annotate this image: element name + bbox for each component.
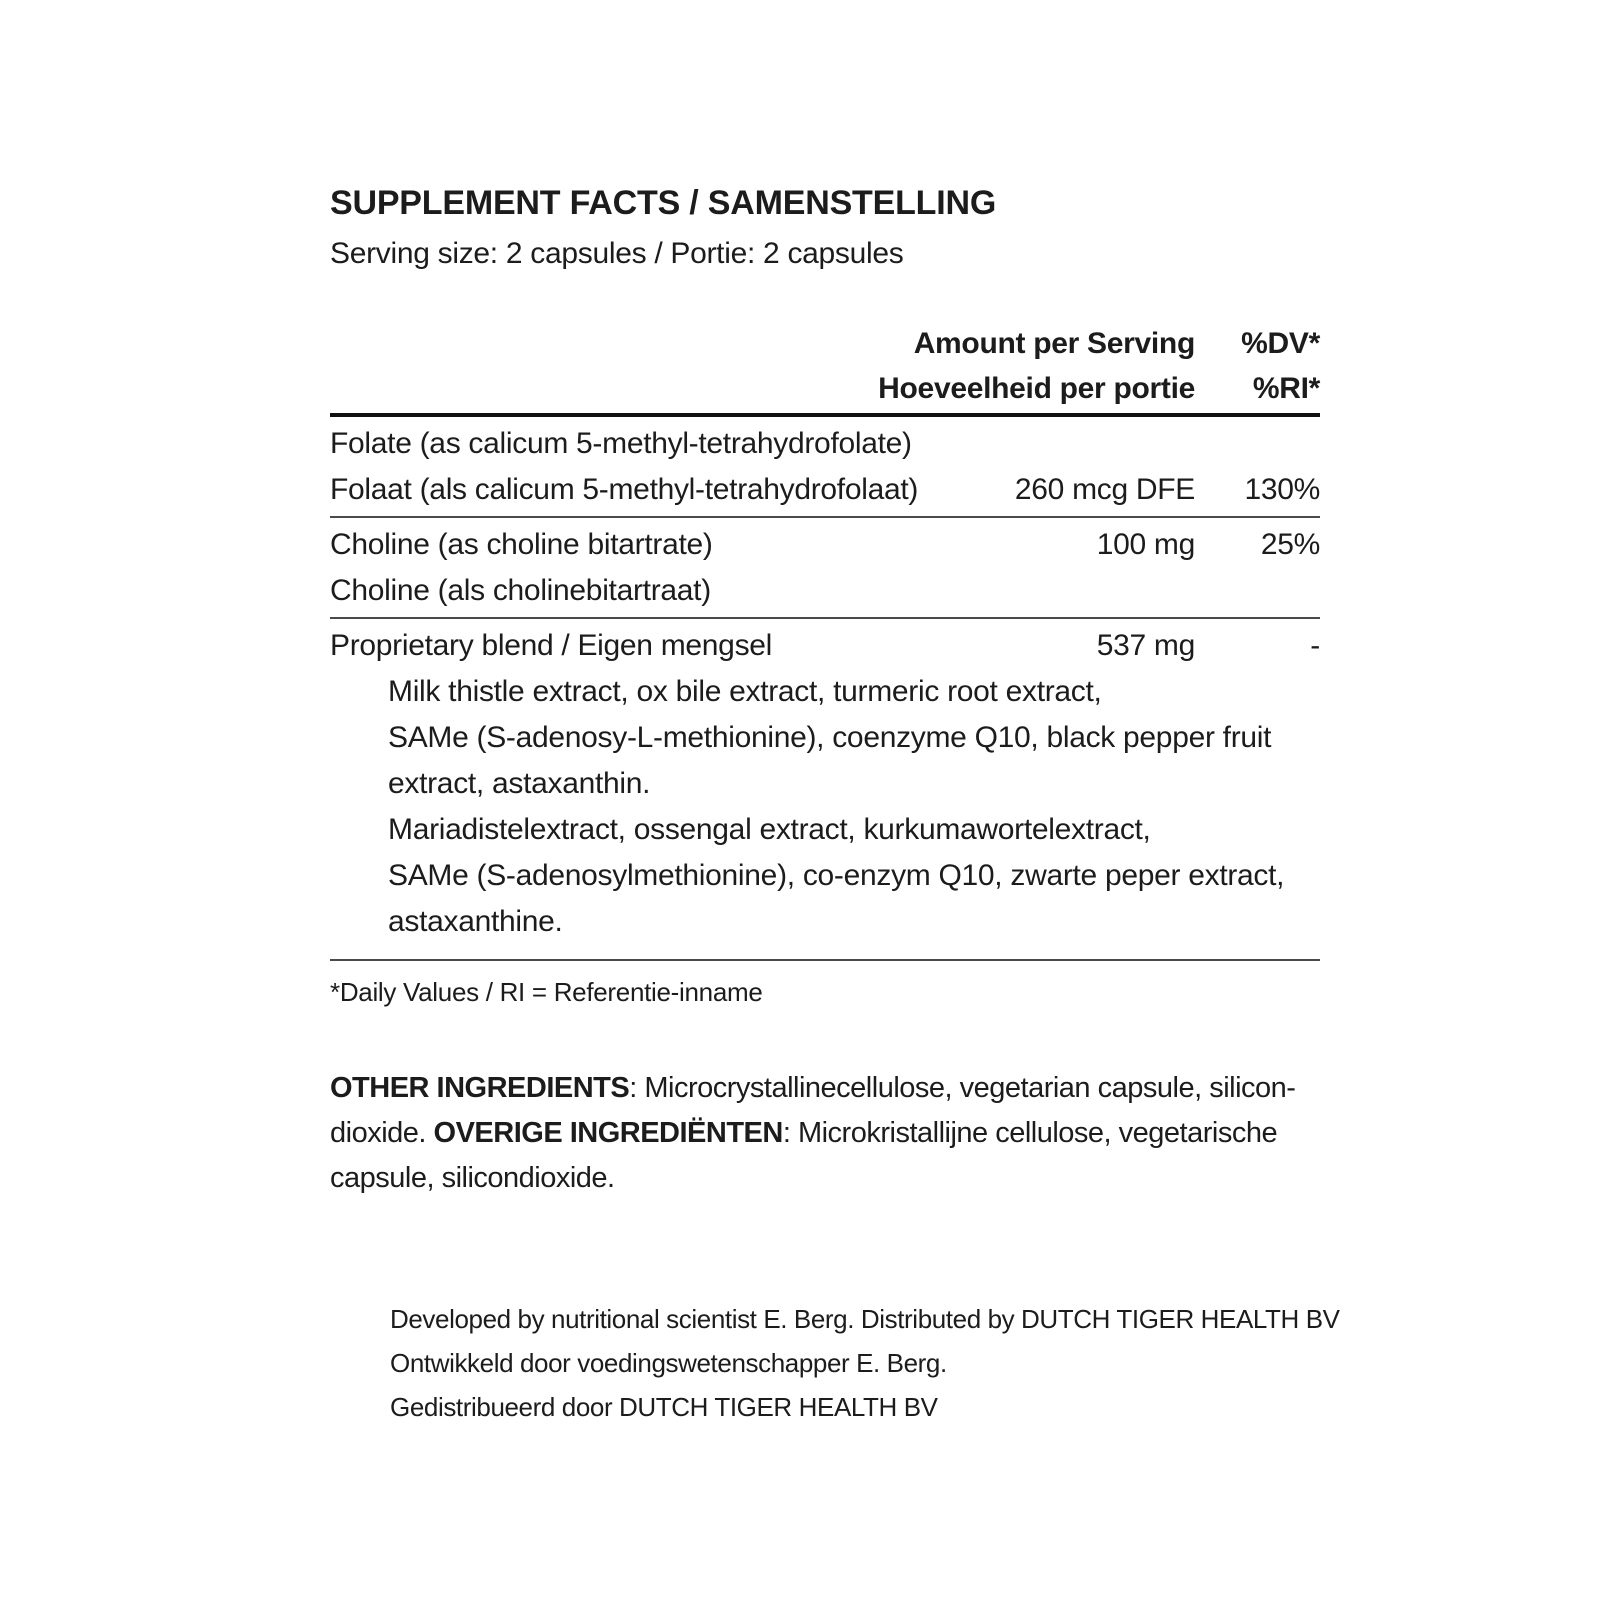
blend-ingredients-en: SAMe (S-adenosy-L-methionine), coenzyme Q10, black pepper fruit (388, 721, 1272, 754)
developed-line-nl: Ontwikkeld door voedingswetenschapper E. Berg. (390, 1348, 947, 1378)
nutrient-name: Folaat (als calicum 5-methyl-tetrahydrofolaat) (330, 473, 919, 506)
table-row (330, 899, 1320, 945)
column-header-amount-en: Amount per Serving (913, 327, 1195, 360)
nutrient-name: Proprietary blend / Eigen mengsel (330, 629, 773, 662)
table-row (330, 761, 1320, 807)
nutrient-dv: 130% (1244, 473, 1320, 506)
table-row (330, 522, 1320, 568)
table-row (330, 853, 1320, 899)
table-row (330, 715, 1320, 761)
column-header-spacer (330, 366, 878, 411)
serving-size-text: Serving size: 2 capsules / Portie: 2 capsules (330, 237, 904, 270)
distributor-line-en: Developed by nutritional scientist E. Berg. Distributed by DUTCH TIGER HEALTH BV (390, 1304, 1340, 1334)
nutrient-name: Choline (as choline bitartrate) (330, 528, 713, 561)
blend-ingredients-nl: astaxanthine. (388, 905, 563, 938)
distributor-line-nl: Gedistribueerd door DUTCH TIGER HEALTH BV (390, 1392, 938, 1422)
nutrient-amount: 260 mcg DFE (1014, 473, 1195, 506)
distributor-block (390, 1297, 1340, 1429)
column-header-block (330, 321, 1320, 417)
blend-ingredients-en: Milk thistle extract, ox bile extract, turmeric root extract, (388, 675, 1102, 708)
column-header-row-en (330, 321, 1320, 366)
nutrient-group-choline (330, 518, 1320, 619)
column-header-dv-en: %DV* (1241, 327, 1320, 360)
blend-ingredients-en: extract, astaxanthin. (388, 767, 651, 800)
blend-ingredients-nl: Mariadistelextract, ossengal extract, kurkumawortelextract, (388, 813, 1151, 846)
column-header-dv-nl: %RI* (1252, 372, 1320, 405)
other-ingredients-label-en: OTHER INGREDIENTS (330, 1072, 630, 1104)
table-row (330, 669, 1320, 715)
column-header-amount-nl: Hoeveelheid per portie (878, 372, 1195, 405)
table-row (330, 467, 1320, 513)
daily-values-footnote: *Daily Values / RI = Referentie-inname (330, 977, 763, 1007)
nutrient-amount: 537 mg (1096, 629, 1195, 662)
other-ingredients-text-nl: : Microkristallijne cellulose, vegetarische capsule, silicondioxide. (330, 1117, 1278, 1194)
other-ingredients-label-nl: OVERIGE INGREDIËNTEN (433, 1117, 783, 1149)
nutrient-name: Choline (als cholinebitartraat) (330, 574, 711, 607)
other-ingredients-paragraph (330, 1066, 1320, 1201)
supplement-facts-panel (330, 184, 1340, 1429)
nutrient-amount (985, 421, 1195, 467)
nutrient-amount: 100 mg (1096, 528, 1195, 561)
nutrient-dv: 25% (1260, 528, 1320, 561)
nutrient-group-folate (330, 417, 1320, 518)
blend-ingredients-nl: SAMe (S-adenosylmethionine), co-enzym Q10, zwarte peper extract, (388, 859, 1285, 892)
nutrient-dv (1195, 568, 1320, 614)
table-row (330, 807, 1320, 853)
nutrient-amount (985, 568, 1195, 614)
table-row (330, 568, 1320, 614)
panel-title: SUPPLEMENT FACTS / SAMENSTELLING (330, 184, 997, 222)
other-ingredients-text-en: : Microcrystallinecellulose, vegetarian capsule, silicon-dioxide. (330, 1072, 1296, 1149)
nutrient-group-proprietary-blend (330, 619, 1320, 961)
table-row (330, 421, 1320, 467)
nutrient-dv (1195, 421, 1320, 467)
column-header-spacer (330, 321, 914, 366)
nutrient-name: Folate (as calicum 5-methyl-tetrahydrofolate) (330, 427, 912, 460)
table-row (330, 623, 1320, 669)
nutrient-dv: - (1310, 629, 1320, 662)
column-header-row-nl (330, 366, 1320, 411)
